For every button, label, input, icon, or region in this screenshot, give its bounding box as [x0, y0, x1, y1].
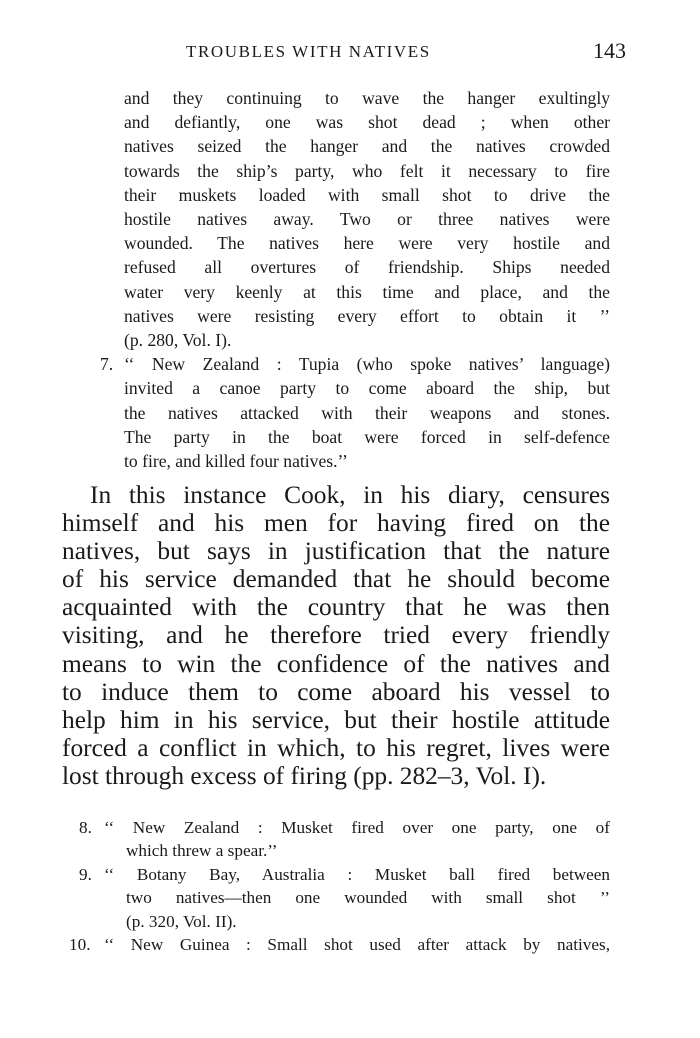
list-item-7: [100, 352, 610, 473]
paragraph-line: of his service demanded that he should become: [62, 565, 610, 594]
paragraph-line: visiting, and he therefore tried every friendly: [62, 621, 610, 650]
paragraph-line: In this instance Cook, in his diary, censures: [90, 481, 610, 509]
text-line: their muskets loaded with small shot to drive the: [124, 184, 610, 205]
text-line: refused all overtures of friendship. Ships needed: [124, 257, 610, 278]
paragraph-line: to induce them to come aboard his vessel to: [62, 677, 610, 706]
text-line: The party in the boat were forced in self-defence: [124, 426, 610, 447]
paragraph-line: natives, but says in justification that the nature: [62, 537, 610, 566]
paragraph-line: acquainted with the country that he was then: [62, 593, 610, 622]
text-line: ‘‘ Botany Bay, Australia : Musket ball fired between: [104, 864, 610, 884]
body-paragraph: [62, 481, 610, 790]
paragraph-line: himself and his men for having fired on the: [62, 509, 610, 538]
text-line: ‘‘ New Guinea : Small shot used after attack by natives,: [104, 935, 610, 955]
text-line: ‘‘ New Zealand : Musket fired over one party, one of: [104, 818, 610, 837]
quoted-list-continued: [69, 816, 610, 956]
text-line: ‘‘ New Zealand : Tupia (who spoke natives’ language): [124, 354, 610, 375]
page-header: [186, 40, 626, 68]
text-line: and they continuing to wave the hanger exultingly: [124, 88, 610, 108]
text-line: (p. 280, Vol. I).: [124, 330, 232, 351]
text-line: natives seized the hanger and the natives crowded: [124, 136, 610, 157]
text-line: and defiantly, one was shot dead ; when other: [124, 112, 610, 133]
text-line: two natives—then one wounded with small shot ’’: [126, 888, 610, 908]
text-line: natives were resisting every effort to obtain it ’’: [124, 305, 610, 326]
text-line: which threw a spear.’’: [126, 841, 278, 861]
running-title: TROUBLES WITH NATIVES: [186, 42, 431, 61]
paragraph-line: means to win the confidence of the natives and: [62, 649, 610, 678]
text-line: the natives attacked with their weapons and stones.: [124, 402, 610, 423]
item-number: 10.: [69, 935, 91, 955]
text-line: towards the ship’s party, who felt it necessary to fire: [124, 160, 610, 181]
text-line: invited a canoe party to come aboard the ship, but: [124, 378, 610, 399]
list-item-8: [79, 816, 610, 863]
paragraph-line: forced a conflict in which, to his regret, lives were: [62, 733, 610, 762]
text-line: (p. 320, Vol. II).: [126, 911, 237, 931]
list-item-10: [69, 933, 610, 956]
paragraph-line: help him in his service, but their hostile attitude: [62, 705, 610, 734]
item-number: 9.: [79, 864, 92, 884]
list-item-9: [79, 863, 610, 933]
list-item-6-continuation: [124, 86, 610, 352]
text-line: wounded. The natives here were very hostile and: [124, 233, 610, 254]
text-line: to fire, and killed four natives.’’: [124, 451, 348, 472]
quoted-list: [100, 86, 610, 473]
item-number: 8.: [79, 818, 92, 837]
page-number: 143: [593, 38, 626, 63]
paragraph-line: lost through excess of firing (pp. 282–3, Vol. I).: [62, 761, 547, 790]
text-line: hostile natives away. Two or three natives were: [124, 209, 610, 230]
text-line: water very keenly at this time and place, and the: [124, 281, 610, 302]
item-number: 7.: [100, 354, 114, 375]
